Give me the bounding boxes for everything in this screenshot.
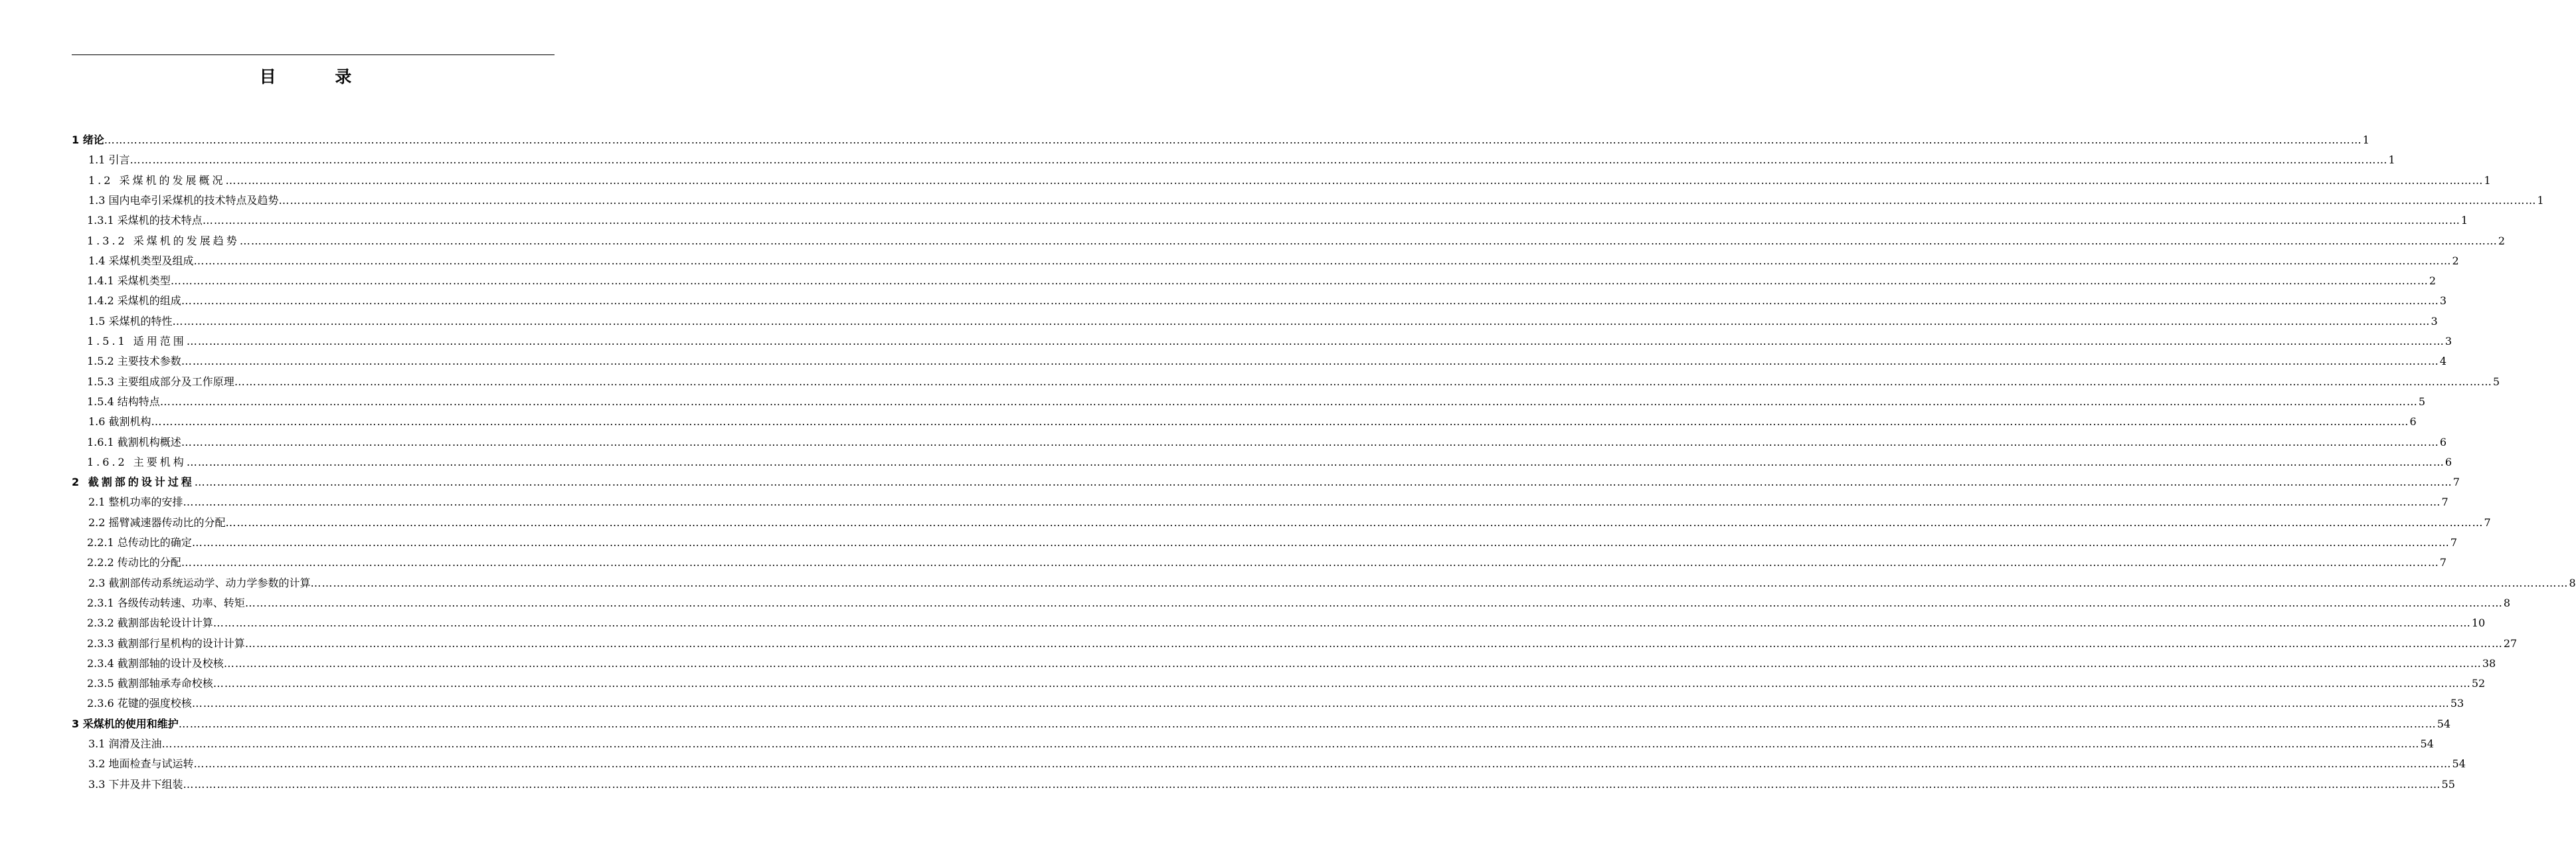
toc-entry-label: 1.6 截割机构	[88, 415, 151, 429]
toc-entry[interactable]	[88, 754, 2466, 774]
toc-entry-label: 1.1 引言	[88, 153, 130, 167]
toc-entry[interactable]	[88, 734, 2434, 754]
toc-entry[interactable]	[88, 312, 2438, 332]
dot-leader: ……………………………………………………………………………………………………………………………………………………………………………………………………………………………………………………………………………………………………………………………………………………………………………………………………………………………………………………………………………………………………………………………………………………	[181, 556, 2439, 569]
toc-entry-label: 1.6.1 截割机构概述	[87, 435, 181, 448]
toc-entry-label: 2.2 摇臂减速器传动比的分配	[88, 516, 226, 529]
toc-entry-page: 6	[2439, 435, 2447, 448]
dot-leader: ……………………………………………………………………………………………………………………………………………………………………………………………………………………………………………………………………………………………………………………………………………………………………………………………………………………………………………………………………………………………………………………………………………………	[159, 395, 2418, 408]
toc-entry-page: 55	[2441, 777, 2455, 791]
toc-entry-page: 38	[2482, 656, 2496, 670]
toc-entry-page: 7	[2441, 496, 2448, 509]
dot-leader: ……………………………………………………………………………………………………………………………………………………………………………………………………………………………………………………………………………………………………………………………………………………………………………………………………………………………………………………………………………………………………………………………………………………	[178, 717, 2437, 730]
dot-leader: ……………………………………………………………………………………………………………………………………………………………………………………………………………………………………………………………………………………………………………………………………………………………………………………………………………………………………………………………………………………………………………………………………………………	[181, 294, 2439, 308]
toc-entry[interactable]	[88, 573, 2576, 593]
toc-entry[interactable]	[87, 231, 2505, 251]
dot-leader: ……………………………………………………………………………………………………………………………………………………………………………………………………………………………………………………………………………………………………………………………………………………………………………………………………………………………………………………………………………………………………………………………………………………	[193, 757, 2452, 771]
dot-leader: ……………………………………………………………………………………………………………………………………………………………………………………………………………………………………………………………………………………………………………………………………………………………………………………………………………………………………………………………………………………………………………………………………………………	[213, 677, 2471, 690]
toc-entry[interactable]	[87, 533, 2457, 553]
dot-leader: ……………………………………………………………………………………………………………………………………………………………………………………………………………………………………………………………………………………………………………………………………………………………………………………………………………………………………………………………………………………………………………………………………………………	[186, 335, 2445, 347]
toc-entry[interactable]	[88, 150, 2395, 170]
toc-entry-label: 2.2.2 传动比的分配	[87, 556, 181, 569]
toc-entry-page: 6	[2409, 415, 2417, 429]
toc-entry[interactable]	[87, 432, 2447, 452]
toc-entry-page: 54	[2452, 757, 2466, 771]
toc-entry[interactable]	[87, 271, 2436, 291]
toc-entry[interactable]	[88, 492, 2448, 512]
toc-entry-label: 1.5.1 适用范围	[87, 335, 187, 347]
toc-entry-label: 1.4.2 采煤机的组成	[87, 294, 181, 308]
toc-entry[interactable]	[88, 412, 2417, 432]
dot-leader: ……………………………………………………………………………………………………………………………………………………………………………………………………………………………………………………………………………………………………………………………………………………………………………………………………………………………………………………………………………………………………………………………………………………	[191, 536, 2450, 549]
toc-entry-label: 1.5.2 主要技术参数	[87, 355, 181, 368]
toc-entry-label: 1.4 采煤机类型及组成	[88, 254, 194, 267]
toc-entry-label: 1.3.1 采煤机的技术特点	[87, 214, 203, 227]
toc-entry-page: 3	[2445, 335, 2452, 347]
dot-leader: ……………………………………………………………………………………………………………………………………………………………………………………………………………………………………………………………………………………………………………………………………………………………………………………………………………………………………………………………………………………………………………………………………………………	[183, 777, 2441, 791]
toc-entry-page: 1	[2460, 214, 2468, 227]
toc-entry-label: 2.3.4 截割部轴的设计及校核	[87, 656, 224, 670]
toc-entry-label: 3 采煤机的使用和维护	[72, 717, 179, 730]
toc-entry[interactable]	[87, 211, 2468, 231]
dot-leader: ……………………………………………………………………………………………………………………………………………………………………………………………………………………………………………………………………………………………………………………………………………………………………………………………………………………………………………………………………………………………………………………………………………………	[186, 455, 2445, 468]
toc-entry[interactable]	[87, 694, 2464, 714]
dot-leader: ……………………………………………………………………………………………………………………………………………………………………………………………………………………………………………………………………………………………………………………………………………………………………………………………………………………………………………………………………………………………………………………………………………………	[191, 697, 2450, 710]
toc-entry-page: 10	[2471, 617, 2486, 630]
toc-entry-label: 1.6.2 主要机构	[87, 455, 187, 468]
toc-entry-page: 52	[2471, 677, 2486, 690]
dot-leader: ……………………………………………………………………………………………………………………………………………………………………………………………………………………………………………………………………………………………………………………………………………………………………………………………………………………………………………………………………………………………………………………………………………………	[225, 173, 2484, 187]
toc-entry-page: 4	[2439, 355, 2447, 368]
dot-leader: ……………………………………………………………………………………………………………………………………………………………………………………………………………………………………………………………………………………………………………………………………………………………………………………………………………………………………………………………………………………………………………………………………………………	[104, 134, 2362, 146]
toc-entry[interactable]	[87, 452, 2452, 472]
dot-leader: ……………………………………………………………………………………………………………………………………………………………………………………………………………………………………………………………………………………………………………………………………………………………………………………………………………………………………………………………………………………………………………………………………………………	[193, 254, 2452, 267]
dot-leader: ……………………………………………………………………………………………………………………………………………………………………………………………………………………………………………………………………………………………………………………………………………………………………………………………………………………………………………………………………………………………………………………………………………………	[181, 355, 2439, 368]
dot-leader: ……………………………………………………………………………………………………………………………………………………………………………………………………………………………………………………………………………………………………………………………………………………………………………………………………………………………………………………………………………………………………………………………………………………	[223, 656, 2482, 670]
dot-leader: ……………………………………………………………………………………………………………………………………………………………………………………………………………………………………………………………………………………………………………………………………………………………………………………………………………………………………………………………………………………………………………………………………………………	[194, 476, 2452, 489]
dot-leader: ……………………………………………………………………………………………………………………………………………………………………………………………………………………………………………………………………………………………………………………………………………………………………………………………………………………………………………………………………………………………………………………………………………………	[244, 596, 2503, 609]
toc-entry-label: 1.4.1 采煤机类型	[87, 274, 171, 288]
header-rule	[72, 54, 555, 55]
toc-entry-label: 1.3 国内电牵引采煤机的技术特点及趋势	[88, 193, 279, 207]
dot-leader: ……………………………………………………………………………………………………………………………………………………………………………………………………………………………………………………………………………………………………………………………………………………………………………………………………………………………………………………………………………………………………………………………………………………	[181, 435, 2439, 448]
dot-leader: ……………………………………………………………………………………………………………………………………………………………………………………………………………………………………………………………………………………………………………………………………………………………………………………………………………………………………………………………………………………………………………………………………………………	[170, 274, 2429, 288]
toc-entry[interactable]	[87, 613, 2486, 633]
toc-entry[interactable]	[87, 332, 2452, 351]
toc-entry-page: 2	[2498, 234, 2505, 247]
toc-entry[interactable]	[88, 251, 2459, 271]
toc-entry-page: 2	[2452, 254, 2459, 267]
toc-entry[interactable]	[88, 775, 2455, 795]
toc-entry-label: 1.3.2 采煤机的发展趋势	[87, 234, 240, 247]
toc-entry-label: 1.5.3 主要组成部分及工作原理	[87, 375, 234, 388]
toc-entry-page: 7	[2452, 476, 2460, 489]
dot-leader: ……………………………………………………………………………………………………………………………………………………………………………………………………………………………………………………………………………………………………………………………………………………………………………………………………………………………………………………………………………………………………………………………………………………	[234, 375, 2492, 388]
toc-entry[interactable]	[87, 291, 2447, 311]
toc-entry[interactable]	[72, 472, 2460, 492]
toc-entry-page: 54	[2420, 737, 2434, 750]
dot-leader: ……………………………………………………………………………………………………………………………………………………………………………………………………………………………………………………………………………………………………………………………………………………………………………………………………………………………………………………………………………………………………………………………………………………	[213, 617, 2471, 630]
toc-entry[interactable]	[88, 171, 2491, 191]
toc-entry-page: 7	[2439, 556, 2447, 569]
toc-entry-page: 8	[2503, 596, 2510, 609]
dot-leader: ……………………………………………………………………………………………………………………………………………………………………………………………………………………………………………………………………………………………………………………………………………………………………………………………………………………………………………………………………………………………………………………………………………………	[225, 516, 2484, 529]
toc-entry-label: 2.3.2 截割部齿轮设计计算	[87, 617, 213, 630]
dot-leader: ……………………………………………………………………………………………………………………………………………………………………………………………………………………………………………………………………………………………………………………………………………………………………………………………………………………………………………………………………………………………………………………………………………………	[310, 576, 2569, 589]
toc-entry[interactable]	[72, 130, 2369, 150]
toc-entry-label: 2.2.1 总传动比的确定	[87, 536, 192, 549]
toc-entry-page: 1	[2388, 153, 2395, 167]
toc-entry-label: 1.5.4 结构特点	[87, 395, 160, 408]
toc-entry[interactable]	[87, 634, 2518, 654]
dot-leader: ……………………………………………………………………………………………………………………………………………………………………………………………………………………………………………………………………………………………………………………………………………………………………………………………………………………………………………………………………………………………………………………………………………………	[172, 314, 2431, 328]
toc-entry-page: 1	[2362, 134, 2369, 146]
toc-entry-page: 1	[2484, 173, 2491, 187]
toc-entry-page: 27	[2503, 636, 2518, 650]
toc-entry-label: 2.3.3 截割部行星机构的设计计算	[87, 636, 245, 650]
toc-entry-label: 1.2 采煤机的发展概况	[88, 173, 226, 187]
toc-entry-label: 1.5 采煤机的特性	[88, 314, 173, 328]
toc-entry[interactable]	[87, 351, 2447, 371]
toc-entry-label: 1 绪论	[72, 134, 104, 146]
toc-entry[interactable]	[87, 674, 2486, 694]
toc-entry-page: 54	[2437, 717, 2451, 730]
toc-entry[interactable]	[87, 392, 2425, 412]
toc-entry-label: 2.3.5 截割部轴承寿命校核	[87, 677, 213, 690]
dot-leader: ……………………………………………………………………………………………………………………………………………………………………………………………………………………………………………………………………………………………………………………………………………………………………………………………………………………………………………………………………………………………………………………………………………………	[202, 214, 2460, 227]
toc-entry-page: 6	[2445, 455, 2452, 468]
dot-leader: ……………………………………………………………………………………………………………………………………………………………………………………………………………………………………………………………………………………………………………………………………………………………………………………………………………………………………………………………………………………………………………………………………………………	[183, 496, 2441, 509]
dot-leader: ……………………………………………………………………………………………………………………………………………………………………………………………………………………………………………………………………………………………………………………………………………………………………………………………………………………………………………………………………………………………………………………………………………………	[239, 234, 2498, 247]
dot-leader: ……………………………………………………………………………………………………………………………………………………………………………………………………………………………………………………………………………………………………………………………………………………………………………………………………………………………………………………………………………………………………………………………………………………	[129, 153, 2388, 167]
toc-entry-page: 3	[2439, 294, 2447, 308]
dot-leader: ……………………………………………………………………………………………………………………………………………………………………………………………………………………………………………………………………………………………………………………………………………………………………………………………………………………………………………………………………………………………………………………………………………………	[278, 193, 2537, 207]
toc-entry[interactable]	[88, 513, 2491, 533]
toc-entry-page: 5	[2418, 395, 2425, 408]
toc-entry-page: 8	[2569, 576, 2576, 589]
toc-entry[interactable]	[88, 191, 2544, 211]
toc-entry-page: 7	[2450, 536, 2457, 549]
toc-entry-page: 1	[2537, 193, 2544, 207]
toc-title: 目 录	[259, 67, 379, 86]
toc-entry-label: 3.2 地面检查与试运转	[88, 757, 194, 771]
toc-entry[interactable]	[72, 714, 2451, 734]
dot-leader: ……………………………………………………………………………………………………………………………………………………………………………………………………………………………………………………………………………………………………………………………………………………………………………………………………………………………………………………………………………………………………………………………………………………	[161, 737, 2420, 750]
toc-entry[interactable]	[87, 372, 2500, 392]
toc-entry-label: 2.3 截割部传动系统运动学、动力学参数的计算	[88, 576, 311, 589]
toc-entry-page: 7	[2484, 516, 2491, 529]
toc-entry[interactable]	[87, 593, 2510, 613]
toc-entry-label: 3.3 下井及井下组装	[88, 777, 183, 791]
toc-entry-label: 2 截割部的设计过程	[72, 476, 195, 489]
dot-leader: ……………………………………………………………………………………………………………………………………………………………………………………………………………………………………………………………………………………………………………………………………………………………………………………………………………………………………………………………………………………………………………………………………………………	[151, 415, 2409, 429]
toc-entry-page: 5	[2492, 375, 2500, 388]
toc-entry-label: 2.1 整机功率的安排	[88, 496, 183, 509]
dot-leader: ……………………………………………………………………………………………………………………………………………………………………………………………………………………………………………………………………………………………………………………………………………………………………………………………………………………………………………………………………………………………………………………………………………………	[244, 636, 2503, 650]
toc-entry-page: 53	[2450, 697, 2464, 710]
toc-entry[interactable]	[87, 553, 2447, 573]
toc-entry[interactable]	[87, 654, 2496, 674]
toc-entry-label: 3.1 润滑及注油	[88, 737, 162, 750]
toc-entry-page: 2	[2429, 274, 2436, 288]
toc-entry-label: 2.3.1 各级传动转速、功率、转矩	[87, 596, 245, 609]
toc-entry-page: 3	[2431, 314, 2438, 328]
toc-entry-label: 2.3.6 花键的强度校核	[87, 697, 192, 710]
